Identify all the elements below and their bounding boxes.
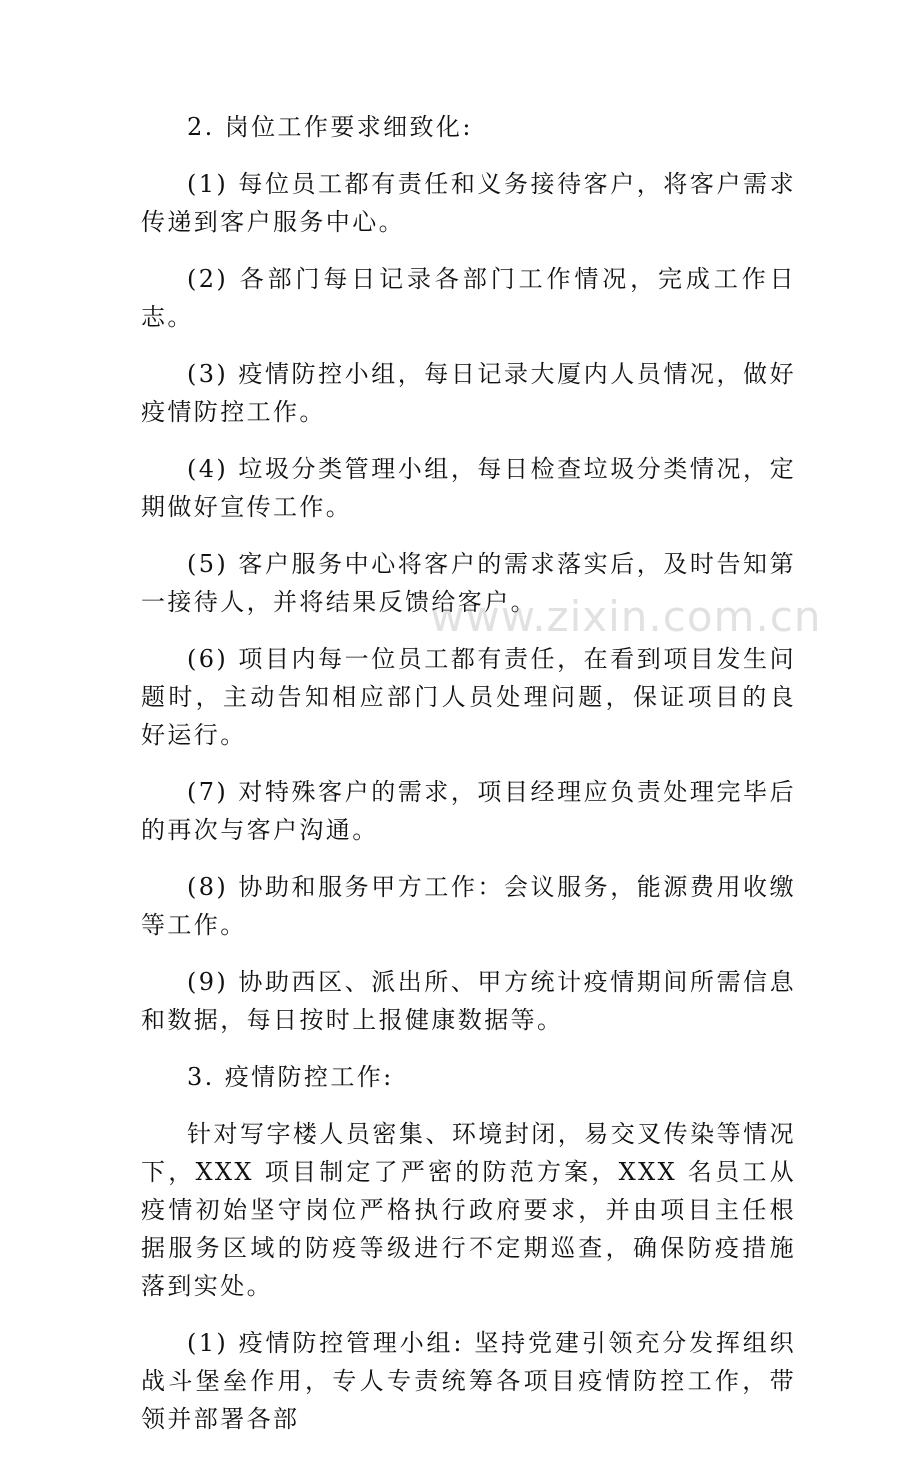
- paragraph-item-7: (7) 对特殊客户的需求，项目经理应负责处理完毕后的再次与客户沟通。: [141, 778, 796, 844]
- paragraph-item-6: (6) 项目内每一位员工都有责任，在看到项目发生问题时，主动告知相应部门人员处理问题，保证项目的良好运行。: [141, 645, 796, 749]
- document-body: [141, 108, 796, 1457]
- paragraph-item-5: (5) 客户服务中心将客户的需求落实后，及时告知第一接待人，并将结果反馈给客户。: [141, 550, 796, 616]
- paragraph-intro: 针对写字楼人员密集、环境封闭，易交叉传染等情况下，XXX 项目制定了严密的防范方案，XXX 名员工从疫情初始坚守岗位严格执行政府要求，并由项目主任根据服务区域的防疫等级进行不定期巡查，确保防疫措施落到实处。: [141, 1120, 796, 1300]
- paragraph-item-8: (8) 协助和服务甲方工作：会议服务，能源费用收缴等工作。: [141, 873, 796, 939]
- paragraph-item-2: (2) 各部门每日记录各部门工作情况，完成工作日志。: [141, 265, 796, 331]
- paragraph-subitem-1: (1) 疫情防控管理小组: 坚持党建引领充分发挥组织战斗堡垒作用，专人专责统筹各项目疫情防控工作，带领并部署各部: [141, 1329, 796, 1433]
- paragraph-item-4: (4) 垃圾分类管理小组，每日检查垃圾分类情况，定期做好宣传工作。: [141, 455, 796, 521]
- paragraph-item-1: (1) 每位员工都有责任和义务接待客户，将客户需求传递到客户服务中心。: [141, 170, 796, 236]
- paragraph-item-9: (9) 协助西区、派出所、甲方统计疫情期间所需信息和数据，每日按时上报健康数据等。: [141, 968, 796, 1034]
- paragraph-item-3: (3) 疫情防控小组，每日记录大厦内人员情况，做好疫情防控工作。: [141, 360, 796, 426]
- section-heading-2: 2. 岗位工作要求细致化:: [187, 113, 473, 141]
- watermark: www.zixin.com.cn: [430, 592, 822, 641]
- section-heading-3: 3. 疫情防控工作:: [187, 1063, 394, 1091]
